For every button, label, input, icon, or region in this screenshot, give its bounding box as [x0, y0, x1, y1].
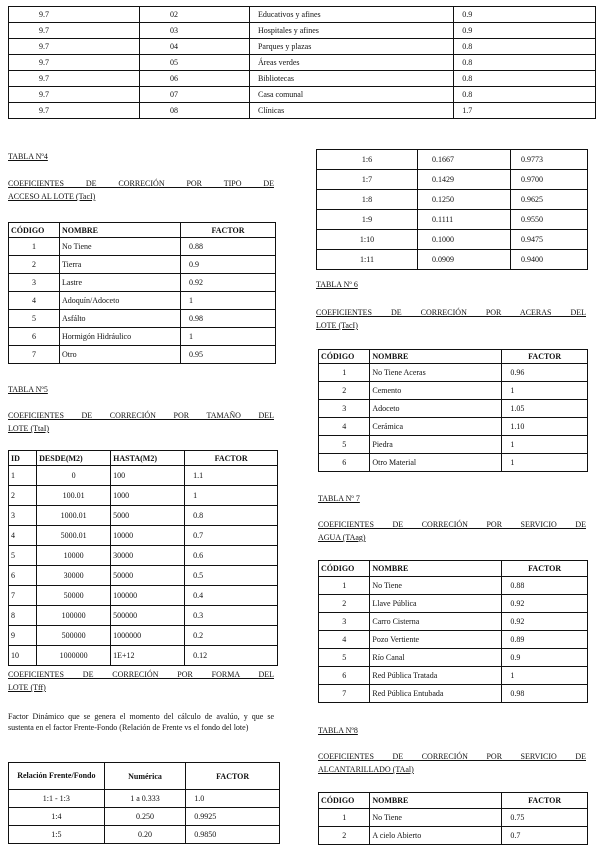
tabla5-header-row: [9, 451, 278, 466]
tabla4-factor: 0.88: [181, 238, 276, 256]
tabla5-row: [9, 466, 278, 486]
forma-cont-relacion: 1:11: [317, 250, 418, 270]
tabla8-title-line1: COEFICIENTES DE CORRECIÓN POR SERVICIO DE: [318, 752, 586, 761]
tabla5-id: 10: [9, 646, 37, 666]
forma-header-factor: FACTOR: [186, 763, 280, 790]
tabla5-factor: 0.3: [185, 606, 278, 626]
top-table-b: 03: [139, 23, 249, 39]
tabla5-desde: 500000: [37, 626, 111, 646]
tabla5-header-id: ID: [9, 451, 37, 466]
tabla4-body: [9, 238, 276, 364]
tabla5-factor: 0.4: [185, 586, 278, 606]
tabla4-row: [9, 310, 276, 328]
top-table-a: 9.7: [9, 23, 140, 39]
tabla4-title: [8, 177, 274, 203]
tabla4-code: 3: [9, 274, 60, 292]
top-table-factor: 0.8: [454, 55, 596, 71]
tabla6-code: 5: [319, 436, 370, 454]
tabla8-body: [319, 809, 588, 845]
tabla7-title: [318, 518, 586, 544]
tabla6-title-line1: COEFICIENTES DE CORRECIÓN POR ACERAS DEL: [316, 308, 586, 317]
forma-cont-body: [317, 150, 588, 270]
tabla5-title-line2: LOTE (TtaI): [8, 424, 50, 433]
tabla4-factor: 1: [181, 292, 276, 310]
tabla4-code: 7: [9, 346, 60, 364]
tabla6-code: 4: [319, 418, 370, 436]
tabla8-row: [319, 827, 588, 845]
tabla4-header-row: [9, 223, 276, 238]
tabla7-row: [319, 685, 588, 703]
tabla4-header-factor: FACTOR: [181, 223, 276, 238]
tabla7-table: [318, 560, 588, 703]
top-table-row: [9, 87, 596, 103]
top-table-b: 08: [139, 103, 249, 119]
tabla5-body: [9, 466, 278, 666]
tabla4-name: Tierra: [60, 256, 181, 274]
tabla6-name: Otro Material: [370, 454, 502, 472]
tabla6-name: Cerámica: [370, 418, 502, 436]
tabla5-title-line1: COEFICIENTES DE CORRECIÓN POR TAMAÑO DEL: [8, 411, 274, 420]
tabla5-desde: 30000: [37, 566, 111, 586]
tabla4-header-code: CÓDIGO: [9, 223, 60, 238]
tabla6-factor: 1: [502, 454, 588, 472]
forma-cont-relacion: 1:8: [317, 190, 418, 210]
forma-cont-factor: 0.9475: [511, 230, 588, 250]
forma-cont-numerica: 0.1111: [418, 210, 511, 230]
tabla7-code: 5: [319, 649, 370, 667]
tabla7-factor: 0.89: [502, 631, 588, 649]
tabla7-label: TABLA Nº 7: [318, 494, 360, 503]
tabla4-name: Hormigón Hidráulico: [60, 328, 181, 346]
top-table: [8, 6, 596, 119]
tabla8-code: 2: [319, 827, 370, 845]
tabla8-title-line2: ALCANTARILLADO (TAal): [318, 765, 414, 774]
tabla5-hasta: 30000: [111, 546, 185, 566]
tabla5-id: 4: [9, 526, 37, 546]
forma-cont-numerica: 0.1250: [418, 190, 511, 210]
tabla8-factor: 0.7: [502, 827, 588, 845]
tabla5-id: 1: [9, 466, 37, 486]
tabla5-hasta: 1000000: [111, 626, 185, 646]
tabla4-name: Asfálto: [60, 310, 181, 328]
forma-factor: 1.0: [186, 790, 280, 808]
tabla6-header-name: NOMBRE: [370, 350, 502, 364]
tabla5-desde: 1000000: [37, 646, 111, 666]
tabla7-factor: 0.98: [502, 685, 588, 703]
tabla5-title: [8, 409, 274, 435]
tabla4-table: [8, 222, 276, 364]
forma-title-line2: LOTE (Tff): [8, 683, 46, 692]
tabla6-row: [319, 436, 588, 454]
tabla5-header-desde: DESDE(M2): [37, 451, 111, 466]
tabla4-row: [9, 292, 276, 310]
top-table-a: 9.7: [9, 87, 140, 103]
tabla7-name: Río Canal: [370, 649, 502, 667]
tabla7-factor: 1: [502, 667, 588, 685]
tabla7-header-row: [319, 561, 588, 577]
forma-paragraph: Factor Dinámico que se genera el momento del cálculo de avalúo, y que se sustenta en el factor Frente-Fondo (Relación de Frente vs el fondo del lote): [8, 712, 274, 732]
top-table-row: [9, 23, 596, 39]
tabla6-row: [319, 364, 588, 382]
forma-title: [8, 668, 274, 694]
tabla4-factor: 0.92: [181, 274, 276, 292]
forma-row: [9, 826, 280, 844]
tabla6-table: [318, 349, 588, 472]
top-table-body: [9, 7, 596, 119]
tabla6-code: 6: [319, 454, 370, 472]
tabla5-hasta: 5000: [111, 506, 185, 526]
tabla5-desde: 5000.01: [37, 526, 111, 546]
tabla8-header-name: NOMBRE: [370, 793, 502, 809]
tabla5-hasta: 500000: [111, 606, 185, 626]
tabla7-header-name: NOMBRE: [370, 561, 502, 577]
tabla8-title: [318, 750, 586, 776]
tabla4-label: TABLA Nº4: [8, 152, 48, 161]
forma-cont-row: [317, 170, 588, 190]
forma-cont-row: [317, 250, 588, 270]
tabla4-name: Lastre: [60, 274, 181, 292]
top-table-row: [9, 55, 596, 71]
tabla5-row: [9, 566, 278, 586]
forma-row: [9, 790, 280, 808]
tabla4-factor: 0.98: [181, 310, 276, 328]
forma-factor: 0.9925: [186, 808, 280, 826]
tabla8-table: [318, 792, 588, 845]
top-table-factor: 0.8: [454, 39, 596, 55]
tabla7-header-factor: FACTOR: [502, 561, 588, 577]
tabla5-hasta: 100000: [111, 586, 185, 606]
tabla5-id: 3: [9, 506, 37, 526]
tabla8-row: [319, 809, 588, 827]
tabla7-row: [319, 649, 588, 667]
tabla6-header-row: [319, 350, 588, 364]
tabla7-code: 2: [319, 595, 370, 613]
tabla6-row: [319, 382, 588, 400]
tabla4-code: 4: [9, 292, 60, 310]
top-table-name: Bibliotecas: [249, 71, 453, 87]
top-table-b: 05: [139, 55, 249, 71]
forma-relacion: 1:5: [9, 826, 105, 844]
tabla4-code: 6: [9, 328, 60, 346]
top-table-name: Educativos y afines: [249, 7, 453, 23]
top-table-row: [9, 103, 596, 119]
tabla6-header-factor: FACTOR: [502, 350, 588, 364]
forma-header-row: [9, 763, 280, 790]
tabla6-code: 3: [319, 400, 370, 418]
tabla6-label: TABLA Nº 6: [316, 280, 358, 289]
tabla5-hasta: 50000: [111, 566, 185, 586]
tabla4-header-name: NOMBRE: [60, 223, 181, 238]
tabla5-factor: 0.2: [185, 626, 278, 646]
tabla4-code: 1: [9, 238, 60, 256]
tabla5-row: [9, 546, 278, 566]
tabla4-factor: 1: [181, 328, 276, 346]
top-table-b: 02: [139, 7, 249, 23]
forma-cont-table: [316, 149, 588, 270]
forma-table: [8, 762, 280, 844]
tabla5-row: [9, 646, 278, 666]
tabla6-name: Adoceto: [370, 400, 502, 418]
forma-cont-factor: 0.9550: [511, 210, 588, 230]
tabla7-code: 3: [319, 613, 370, 631]
tabla8-factor: 0.75: [502, 809, 588, 827]
top-table-a: 9.7: [9, 71, 140, 87]
tabla5-id: 6: [9, 566, 37, 586]
tabla5-factor: 1.1: [185, 466, 278, 486]
tabla5-row: [9, 526, 278, 546]
tabla4-row: [9, 238, 276, 256]
forma-cont-numerica: 0.1000: [418, 230, 511, 250]
top-table-b: 06: [139, 71, 249, 87]
forma-cont-numerica: 0.1667: [418, 150, 511, 170]
tabla7-name: Llave Pública: [370, 595, 502, 613]
tabla8-code: 1: [319, 809, 370, 827]
forma-cont-relacion: 1:9: [317, 210, 418, 230]
tabla4-name: Adoquín/Adoceto: [60, 292, 181, 310]
top-table-b: 07: [139, 87, 249, 103]
tabla5-table: [8, 450, 278, 666]
top-table-factor: 0.8: [454, 87, 596, 103]
tabla7-factor: 0.92: [502, 595, 588, 613]
tabla6-title-line2: LOTE (TacI): [316, 321, 358, 330]
forma-numerica: 1 a 0.333: [104, 790, 186, 808]
tabla5-desde: 50000: [37, 586, 111, 606]
top-table-row: [9, 7, 596, 23]
tabla6-code: 2: [319, 382, 370, 400]
tabla5-header-factor: FACTOR: [185, 451, 278, 466]
tabla5-row: [9, 486, 278, 506]
tabla5-desde: 1000.01: [37, 506, 111, 526]
top-table-factor: 0.9: [454, 7, 596, 23]
forma-cont-factor: 0.9700: [511, 170, 588, 190]
tabla7-row: [319, 631, 588, 649]
tabla7-code: 4: [319, 631, 370, 649]
tabla5-row: [9, 586, 278, 606]
tabla4-name: No Tiene: [60, 238, 181, 256]
tabla7-code: 7: [319, 685, 370, 703]
tabla5-factor: 0.12: [185, 646, 278, 666]
top-table-factor: 0.9: [454, 23, 596, 39]
tabla6-factor: 1.10: [502, 418, 588, 436]
tabla7-name: Carro Cisterna: [370, 613, 502, 631]
tabla6-row: [319, 418, 588, 436]
tabla6-factor: 1: [502, 436, 588, 454]
top-table-b: 04: [139, 39, 249, 55]
forma-cont-row: [317, 210, 588, 230]
forma-cont-row: [317, 190, 588, 210]
tabla6-title: [316, 306, 586, 332]
tabla8-header-factor: FACTOR: [502, 793, 588, 809]
tabla6-factor: 0.96: [502, 364, 588, 382]
tabla7-row: [319, 667, 588, 685]
forma-row: [9, 808, 280, 826]
tabla5-id: 9: [9, 626, 37, 646]
tabla7-name: Pozo Vertiente: [370, 631, 502, 649]
tabla5-id: 2: [9, 486, 37, 506]
tabla7-factor: 0.92: [502, 613, 588, 631]
tabla5-factor: 0.6: [185, 546, 278, 566]
tabla5-factor: 1: [185, 486, 278, 506]
tabla5-id: 7: [9, 586, 37, 606]
tabla6-factor: 1: [502, 382, 588, 400]
forma-cont-relacion: 1:6: [317, 150, 418, 170]
tabla4-row: [9, 274, 276, 292]
tabla5-factor: 0.7: [185, 526, 278, 546]
tabla7-code: 6: [319, 667, 370, 685]
top-table-a: 9.7: [9, 55, 140, 71]
forma-cont-factor: 0.9625: [511, 190, 588, 210]
forma-relacion: 1:4: [9, 808, 105, 826]
forma-cont-factor: 0.9773: [511, 150, 588, 170]
tabla4-row: [9, 256, 276, 274]
forma-header-relacion: Relación Frente/Fondo: [9, 763, 105, 790]
tabla6-name: No Tiene Aceras: [370, 364, 502, 382]
tabla5-row: [9, 626, 278, 646]
top-table-name: Parques y plazas: [249, 39, 453, 55]
forma-cont-numerica: 0.1429: [418, 170, 511, 190]
tabla7-factor: 0.9: [502, 649, 588, 667]
tabla7-title-line2: AGUA (TAag): [318, 533, 366, 542]
top-table-name: Áreas verdes: [249, 55, 453, 71]
forma-body: [9, 790, 280, 844]
tabla5-hasta: 10000: [111, 526, 185, 546]
tabla5-row: [9, 606, 278, 626]
tabla6-name: Piedra: [370, 436, 502, 454]
tabla4-row: [9, 328, 276, 346]
tabla7-code: 1: [319, 577, 370, 595]
tabla7-factor: 0.88: [502, 577, 588, 595]
forma-numerica: 0.20: [104, 826, 186, 844]
forma-factor: 0.9850: [186, 826, 280, 844]
tabla5-row: [9, 506, 278, 526]
tabla7-row: [319, 613, 588, 631]
forma-numerica: 0.250: [104, 808, 186, 826]
tabla6-row: [319, 454, 588, 472]
forma-cont-factor: 0.9400: [511, 250, 588, 270]
forma-header-numerica: Numérica: [104, 763, 186, 790]
tabla4-factor: 0.95: [181, 346, 276, 364]
tabla8-name: No Tiene: [370, 809, 502, 827]
tabla7-body: [319, 577, 588, 703]
tabla7-name: Red Pública Entubada: [370, 685, 502, 703]
tabla5-id: 5: [9, 546, 37, 566]
tabla4-factor: 0.9: [181, 256, 276, 274]
tabla7-name: No Tiene: [370, 577, 502, 595]
tabla4-code: 5: [9, 310, 60, 328]
top-table-row: [9, 39, 596, 55]
tabla6-factor: 1.05: [502, 400, 588, 418]
tabla6-code: 1: [319, 364, 370, 382]
tabla8-header-row: [319, 793, 588, 809]
top-table-name: Clínicas: [249, 103, 453, 119]
tabla5-hasta: 1000: [111, 486, 185, 506]
tabla7-row: [319, 595, 588, 613]
tabla7-header-code: CÓDIGO: [319, 561, 370, 577]
tabla4-code: 2: [9, 256, 60, 274]
tabla5-desde: 100.01: [37, 486, 111, 506]
tabla5-desde: 10000: [37, 546, 111, 566]
tabla5-hasta: 100: [111, 466, 185, 486]
top-table-name: Hospitales y afines: [249, 23, 453, 39]
tabla7-name: Red Pública Tratada: [370, 667, 502, 685]
tabla8-name: A cielo Abierto: [370, 827, 502, 845]
tabla4-name: Otro: [60, 346, 181, 364]
top-table-row: [9, 71, 596, 87]
top-table-factor: 0.8: [454, 71, 596, 87]
tabla7-row: [319, 577, 588, 595]
forma-relacion: 1:1 - 1:3: [9, 790, 105, 808]
forma-title-line1: COEFICIENTES DE CORRECIÓN POR FORMA DEL: [8, 670, 274, 679]
tabla5-desde: 100000: [37, 606, 111, 626]
tabla4-row: [9, 346, 276, 364]
tabla7-title-line1: COEFICIENTES DE CORRECIÓN POR SERVICIO DE: [318, 520, 586, 529]
tabla5-desde: 0: [37, 466, 111, 486]
top-table-name: Casa comunal: [249, 87, 453, 103]
top-table-a: 9.7: [9, 7, 140, 23]
tabla6-row: [319, 400, 588, 418]
tabla6-name: Cemento: [370, 382, 502, 400]
forma-cont-relacion: 1:7: [317, 170, 418, 190]
tabla5-factor: 0.8: [185, 506, 278, 526]
tabla4-title-line1: COEFICIENTES DE CORRECIÓN POR TIPO DE: [8, 179, 274, 188]
tabla5-label: TABLA Nº5: [8, 385, 48, 394]
forma-cont-relacion: 1:10: [317, 230, 418, 250]
tabla4-title-line2: ACCESO AL LOTE (TacI): [8, 192, 96, 201]
top-table-a: 9.7: [9, 39, 140, 55]
tabla8-header-code: CÓDIGO: [319, 793, 370, 809]
top-table-factor: 1.7: [454, 103, 596, 119]
tabla5-id: 8: [9, 606, 37, 626]
tabla5-header-hasta: HASTA(M2): [111, 451, 185, 466]
forma-cont-row: [317, 150, 588, 170]
tabla8-label: TABLA Nº8: [318, 726, 358, 735]
forma-cont-numerica: 0.0909: [418, 250, 511, 270]
top-table-a: 9.7: [9, 103, 140, 119]
tabla6-body: [319, 364, 588, 472]
tabla5-hasta: 1E+12: [111, 646, 185, 666]
forma-cont-row: [317, 230, 588, 250]
tabla6-header-code: CÓDIGO: [319, 350, 370, 364]
tabla5-factor: 0.5: [185, 566, 278, 586]
